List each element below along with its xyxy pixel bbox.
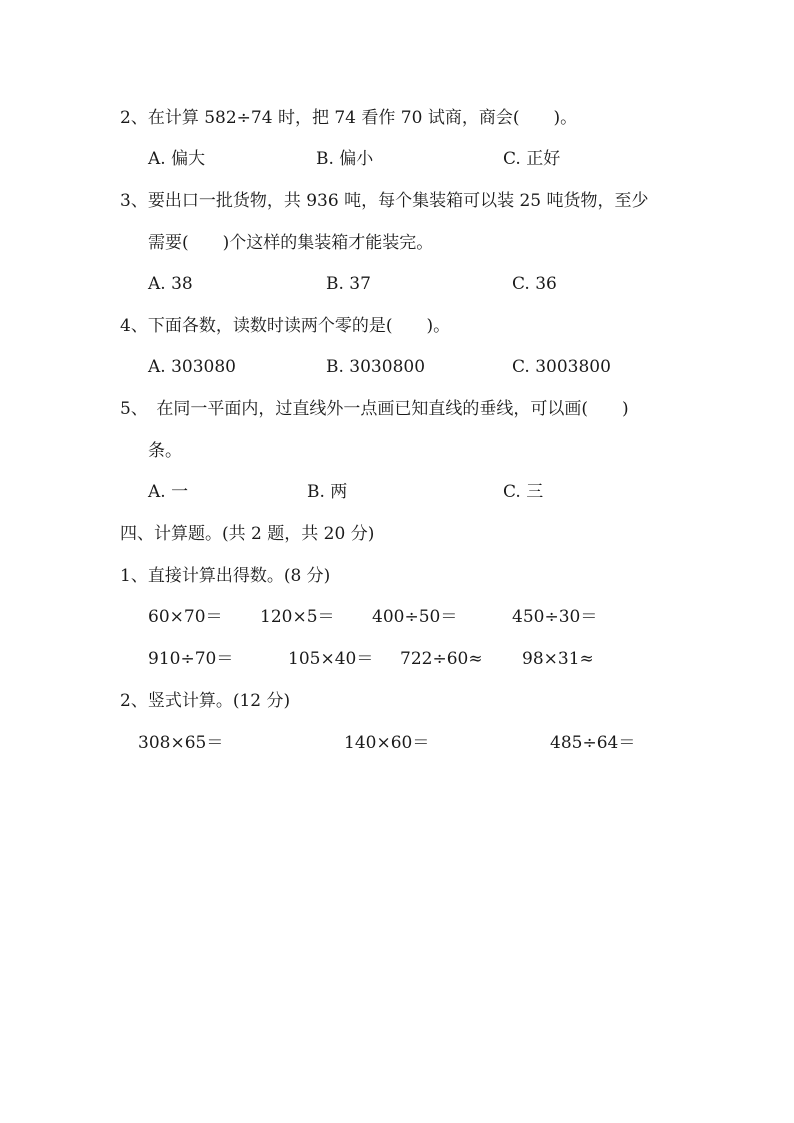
vertical-calc-item: 485÷64＝ [550, 733, 636, 753]
question-5-option-c: C. 三 [503, 482, 544, 502]
question-4-option-c: C. 3003800 [512, 357, 611, 377]
question-3-stem-line1: 3、要出口一批货物，共 936 吨，每个集装箱可以装 25 吨货物，至少 [120, 191, 649, 211]
question-4-stem: 4、下面各数，读数时读两个零的是( )。 [120, 316, 451, 336]
calc-item: 450÷30＝ [512, 607, 598, 627]
question-5-option-a: A. 一 [148, 482, 189, 502]
calc-item: 910÷70＝ [148, 649, 234, 669]
calc-item: 400÷50＝ [372, 607, 458, 627]
question-5-option-b: B. 两 [307, 482, 348, 502]
calc-item: 105×40＝ [288, 649, 374, 669]
question-3-stem-line2: 需要( )个这样的集装箱才能装完。 [148, 233, 434, 253]
vertical-calc-item: 308×65＝ [138, 733, 224, 753]
calc-item: 120×5＝ [260, 607, 335, 627]
calc-item: 722÷60≈ [400, 649, 483, 669]
question-2-stem: 2、在计算 582÷74 时，把 74 看作 70 试商，商会( )。 [120, 108, 578, 128]
calc-item: 60×70＝ [148, 607, 223, 627]
question-3-option-c: C. 36 [512, 274, 557, 294]
sub-1-title: 1、直接计算出得数。(8 分) [120, 566, 331, 586]
calc-item: 98×31≈ [522, 649, 594, 669]
question-4-option-b: B. 3030800 [326, 357, 426, 377]
question-5-stem-line1: 5、 在同一平面内，过直线外一点画已知直线的垂线，可以画( ) [120, 399, 629, 419]
question-3-option-a: A. 38 [148, 274, 193, 294]
question-4-option-a: A. 303080 [148, 357, 236, 377]
vertical-calc-item: 140×60＝ [344, 733, 430, 753]
section-4-title: 四、计算题。(共 2 题，共 20 分) [120, 524, 375, 544]
question-2-option-a: A. 偏大 [148, 149, 206, 169]
question-5-stem-line2: 条。 [148, 441, 182, 461]
question-3-option-b: B. 37 [326, 274, 371, 294]
question-2-option-c: C. 正好 [503, 149, 561, 169]
question-2-option-b: B. 偏小 [316, 149, 374, 169]
sub-2-title: 2、竖式计算。(12 分) [120, 691, 291, 711]
